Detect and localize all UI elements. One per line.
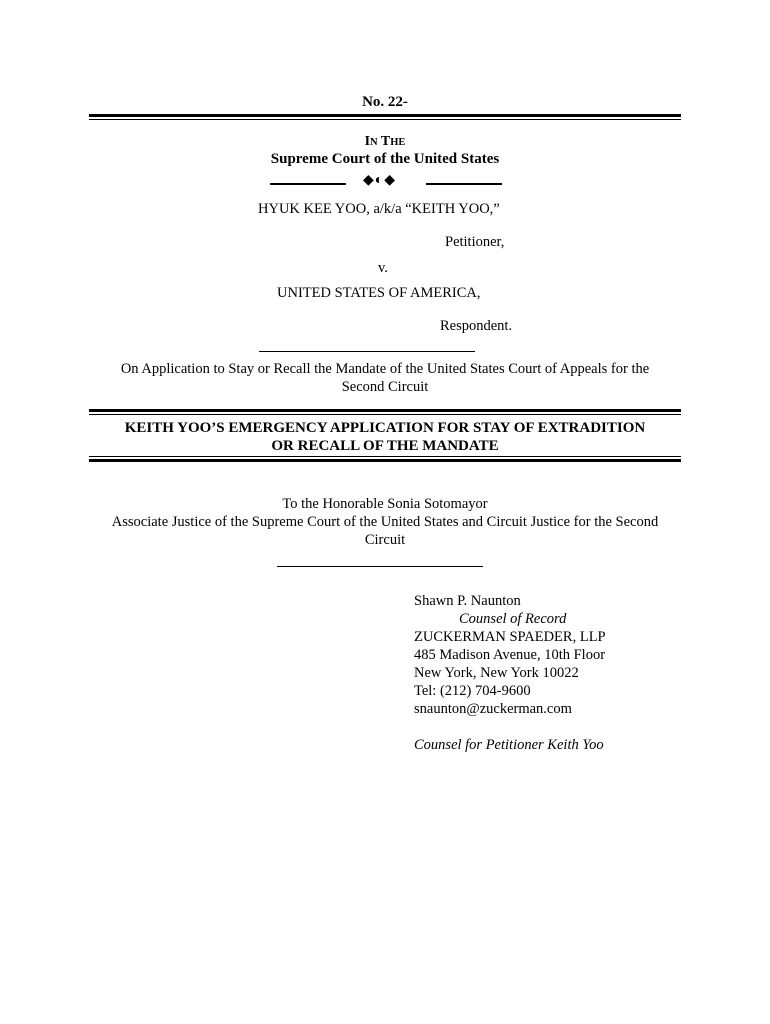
petitioner-name: HYUK KEE YOO, a/k/a “KEITH YOO,” [258, 201, 500, 217]
counsel-email[interactable]: snaunton@zuckerman.com [414, 701, 572, 717]
versus: v. [378, 260, 388, 276]
docket-number: No. 22- [362, 94, 408, 110]
counsel-title: Counsel of Record [459, 611, 567, 627]
counsel-address-1: 485 Madison Avenue, 10th Floor [414, 647, 606, 663]
respondent-name: UNITED STATES OF AMERICA, [277, 285, 481, 301]
counsel-for: Counsel for Petitioner Keith Yoo [414, 737, 604, 753]
court-name: Supreme Court of the United States [270, 151, 500, 167]
short-rule-1 [259, 351, 475, 352]
in-the-i: I [364, 134, 371, 149]
title-bottom-rule [89, 456, 681, 462]
title-top-rule [89, 409, 681, 415]
ornament-right-line [426, 183, 502, 185]
document-title-line-2: OR RECALL OF THE MANDATE [271, 438, 499, 454]
short-rule-2 [277, 566, 483, 567]
top-double-rule [89, 114, 681, 120]
counsel-name: Shawn P. Naunton [414, 593, 521, 609]
respondent-role: Respondent. [440, 318, 513, 334]
addressee-line-3: Circuit [364, 532, 406, 548]
application-line-1: On Application to Stay or Recall the Mandate of the United States Court of Appeals for the [120, 361, 650, 377]
ornament-glyphs: ◆◐◆ [363, 173, 396, 188]
counsel-phone: Tel: (212) 704-9600 [414, 683, 531, 699]
court-heading-in-the [0, 134, 770, 150]
application-line-2: Second Circuit [341, 379, 429, 395]
counsel-firm: ZUCKERMAN SPAEDER, LLP [414, 629, 606, 645]
in-the-n: N [370, 137, 378, 148]
in-the-t: T [380, 134, 391, 149]
addressee-line-1: To the Honorable Sonia Sotomayor [282, 496, 488, 512]
in-the-he: HE [390, 137, 406, 148]
addressee-line-2: Associate Justice of the Supreme Court of the United States and Circuit Justice for the Second [111, 514, 659, 530]
counsel-address-2: New York, New York 10022 [414, 665, 579, 681]
petitioner-role: Petitioner, [445, 234, 505, 250]
document-title-line-1: KEITH YOO’S EMERGENCY APPLICATION FOR STAY OF EXTRADITION [124, 420, 646, 436]
ornament-left-line [270, 183, 346, 185]
